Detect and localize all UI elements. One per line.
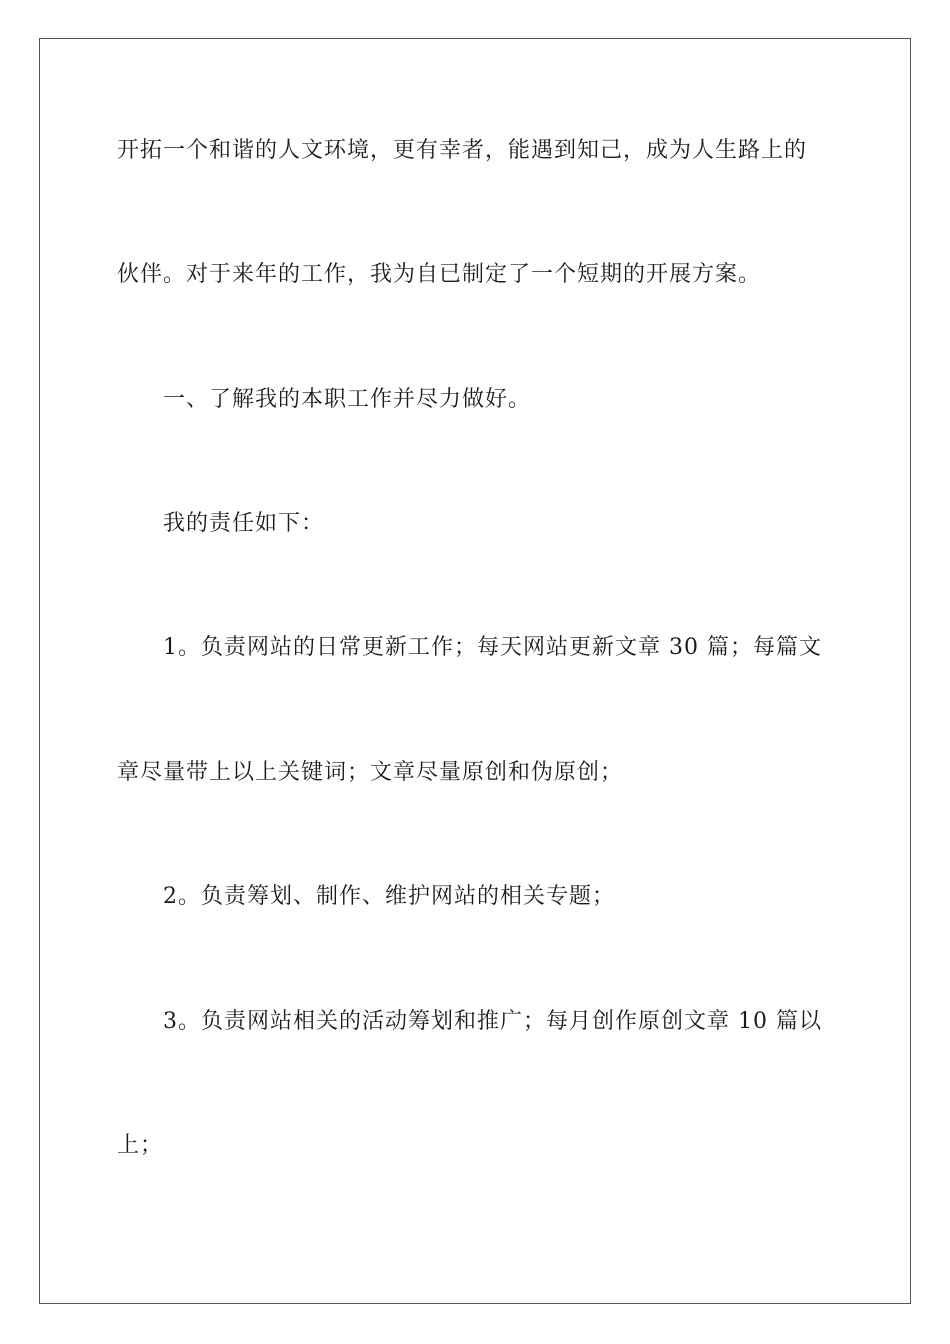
list-item-1-line-1: 1。负责网站的日常更新工作；每天网站更新文章 30 篇；每篇文 bbox=[163, 635, 822, 660]
page-border bbox=[39, 38, 911, 1304]
list-item-3-line-2: 上； bbox=[117, 1133, 164, 1158]
paragraph-line-1: 开拓一个和谐的人文环境，更有幸者，能遇到知己，成为人生路上的 bbox=[117, 138, 808, 163]
list-item-3-line-1: 3。负责网站相关的活动筹划和推广；每月创作原创文章 10 篇以 bbox=[163, 1009, 822, 1034]
list-item-2: 2。负责筹划、制作、维护网站的相关专题； bbox=[163, 884, 615, 909]
list-item-1-line-2: 章尽量带上以上关键词；文章尽量原创和伪原创； bbox=[117, 760, 624, 785]
section-heading-1: 一、了解我的本职工作并尽力做好。 bbox=[163, 387, 532, 412]
responsibilities-intro: 我的责任如下： bbox=[163, 511, 325, 536]
paragraph-line-2: 伙伴。对于来年的工作，我为自已制定了一个短期的开展方案。 bbox=[117, 262, 762, 287]
